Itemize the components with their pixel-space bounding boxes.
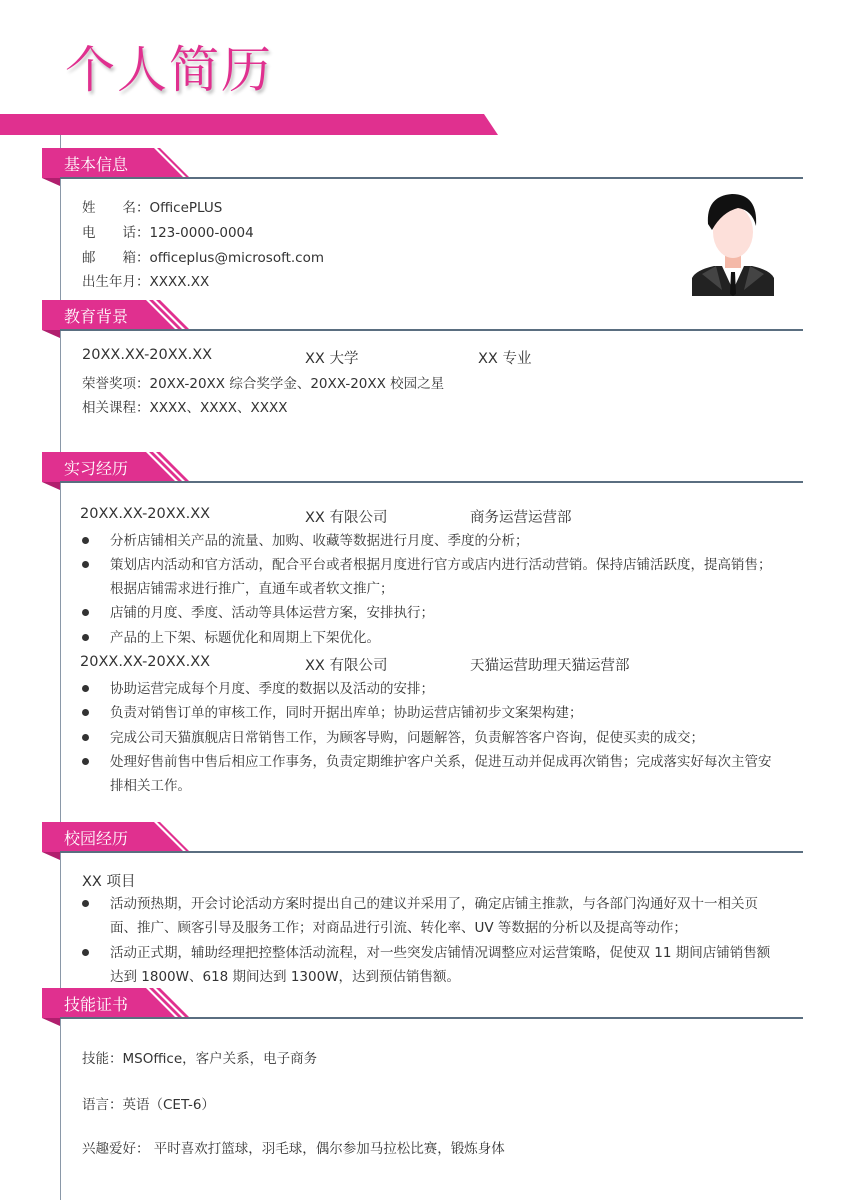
bullet-icon xyxy=(82,634,89,641)
edu-courses: 相关课程：XXXX、XXXX、XXXX xyxy=(82,400,288,416)
section-decoration xyxy=(42,1018,60,1026)
edu-major: XX 专业 xyxy=(478,351,532,367)
section-header-basic xyxy=(42,148,803,188)
list-item: 协助运营完成每个月度、季度的数据以及活动的安排； xyxy=(110,681,434,697)
avatar-photo xyxy=(692,190,774,296)
list-item: 策划店内活动和官方活动，配合平台或者根据月度进行官方或店内进行活动营销。保持店铺活跃度，提高销售；根据店铺需求进行推广，直通车或者软文推广； xyxy=(110,557,772,597)
section-decoration xyxy=(60,851,803,853)
list-item: 负责对销售订单的审核工作，同时开据出库单；协助运营店铺初步文案架构建； xyxy=(110,705,583,721)
section-header-campus xyxy=(42,822,803,862)
bullet-icon xyxy=(82,685,89,692)
campus-project: XX 项目 xyxy=(82,874,136,890)
section-decoration xyxy=(60,481,803,483)
section-title: 技能证书 xyxy=(64,995,129,1014)
section-decoration xyxy=(42,852,60,860)
edu-honors: 荣誉奖项：20XX-20XX 综合奖学金、20XX-20XX 校园之星 xyxy=(82,376,445,392)
language-text: 语言：英语（CET-6） xyxy=(82,1097,215,1113)
bullet-icon xyxy=(82,949,89,956)
section-title: 校园经历 xyxy=(64,829,129,848)
job-period: 20XX.XX-20XX.XX xyxy=(80,506,211,522)
section-decoration xyxy=(60,177,803,179)
job-dept: 天猫运营助理天猫运营部 xyxy=(470,658,630,674)
timeline-line xyxy=(60,135,61,1200)
list-item: 活动正式期，辅助经理把控整体活动流程，对一些突发店铺情况调整应对运营策略，促使双 11 期间店铺销售额达到 1800W、618 期间达到 1300W，达到预估销售额。 xyxy=(110,945,771,985)
email-row: 邮 箱：officeplus@microsoft.com xyxy=(82,250,325,266)
edu-school: XX 大学 xyxy=(305,351,359,367)
job-company: XX 有限公司 xyxy=(305,510,388,526)
bullet-icon xyxy=(82,734,89,741)
list-item: 活动预热期，开会讨论活动方案时提出自己的建议并采用了，确定店铺主推款，与各部门沟通好双十一相关页面、推广、顾客引导及服务工作；对商品进行引流、转化率、UV 等数据的分析以及提高等动作； xyxy=(110,896,758,936)
job-dept: 商务运营运营部 xyxy=(470,510,572,526)
hobby-text: 兴趣爱好： 平时喜欢打篮球，羽毛球，偶尔参加马拉松比赛，锻炼身体 xyxy=(82,1141,505,1157)
section-decoration xyxy=(42,178,60,186)
section-title: 基本信息 xyxy=(64,155,129,174)
section-header-internship xyxy=(42,452,803,492)
bullet-icon xyxy=(82,537,89,544)
page-title: 个人简历 xyxy=(65,41,273,99)
section-header-skills xyxy=(42,988,803,1028)
list-item: 店铺的月度、季度、活动等具体运营方案，安排执行； xyxy=(110,605,434,621)
bullet-icon xyxy=(82,758,89,765)
phone-row: 电 话：123-0000-0004 xyxy=(82,225,254,241)
birth-row: 出生年月：XXXX.XX xyxy=(82,274,210,290)
section-title: 教育背景 xyxy=(64,307,129,326)
section-decoration xyxy=(60,329,803,331)
bullet-icon xyxy=(82,709,89,716)
section-header-education xyxy=(42,300,803,340)
name-row: 姓 名：OfficePLUS xyxy=(82,200,223,216)
list-item: 处理好售前售中售后相应工作事务，负责定期维护客户关系，促进互动并促成再次销售；完成落实好每次主管安排相关工作。 xyxy=(110,754,772,794)
list-item: 分析店铺相关产品的流量、加购、收藏等数据进行月度、季度的分析； xyxy=(110,533,529,549)
bullet-icon xyxy=(82,561,89,568)
bullet-icon xyxy=(82,900,89,907)
list-item: 产品的上下架、标题优化和周期上下架优化。 xyxy=(110,630,380,646)
job-company: XX 有限公司 xyxy=(305,658,388,674)
job-period: 20XX.XX-20XX.XX xyxy=(80,654,211,670)
section-decoration xyxy=(42,330,60,338)
section-decoration xyxy=(42,482,60,490)
list-item: 完成公司天猫旗舰店日常销售工作，为顾客导购，问题解答，负责解答客户咨询，促使买卖的成交； xyxy=(110,730,704,746)
section-decoration xyxy=(60,1017,803,1019)
section-title: 实习经历 xyxy=(64,459,129,478)
edu-period: 20XX.XX-20XX.XX xyxy=(82,347,213,363)
bullet-icon xyxy=(82,609,89,616)
title-bar xyxy=(0,114,498,135)
skills-text: 技能：MSOffice，客户关系，电子商务 xyxy=(82,1051,318,1067)
